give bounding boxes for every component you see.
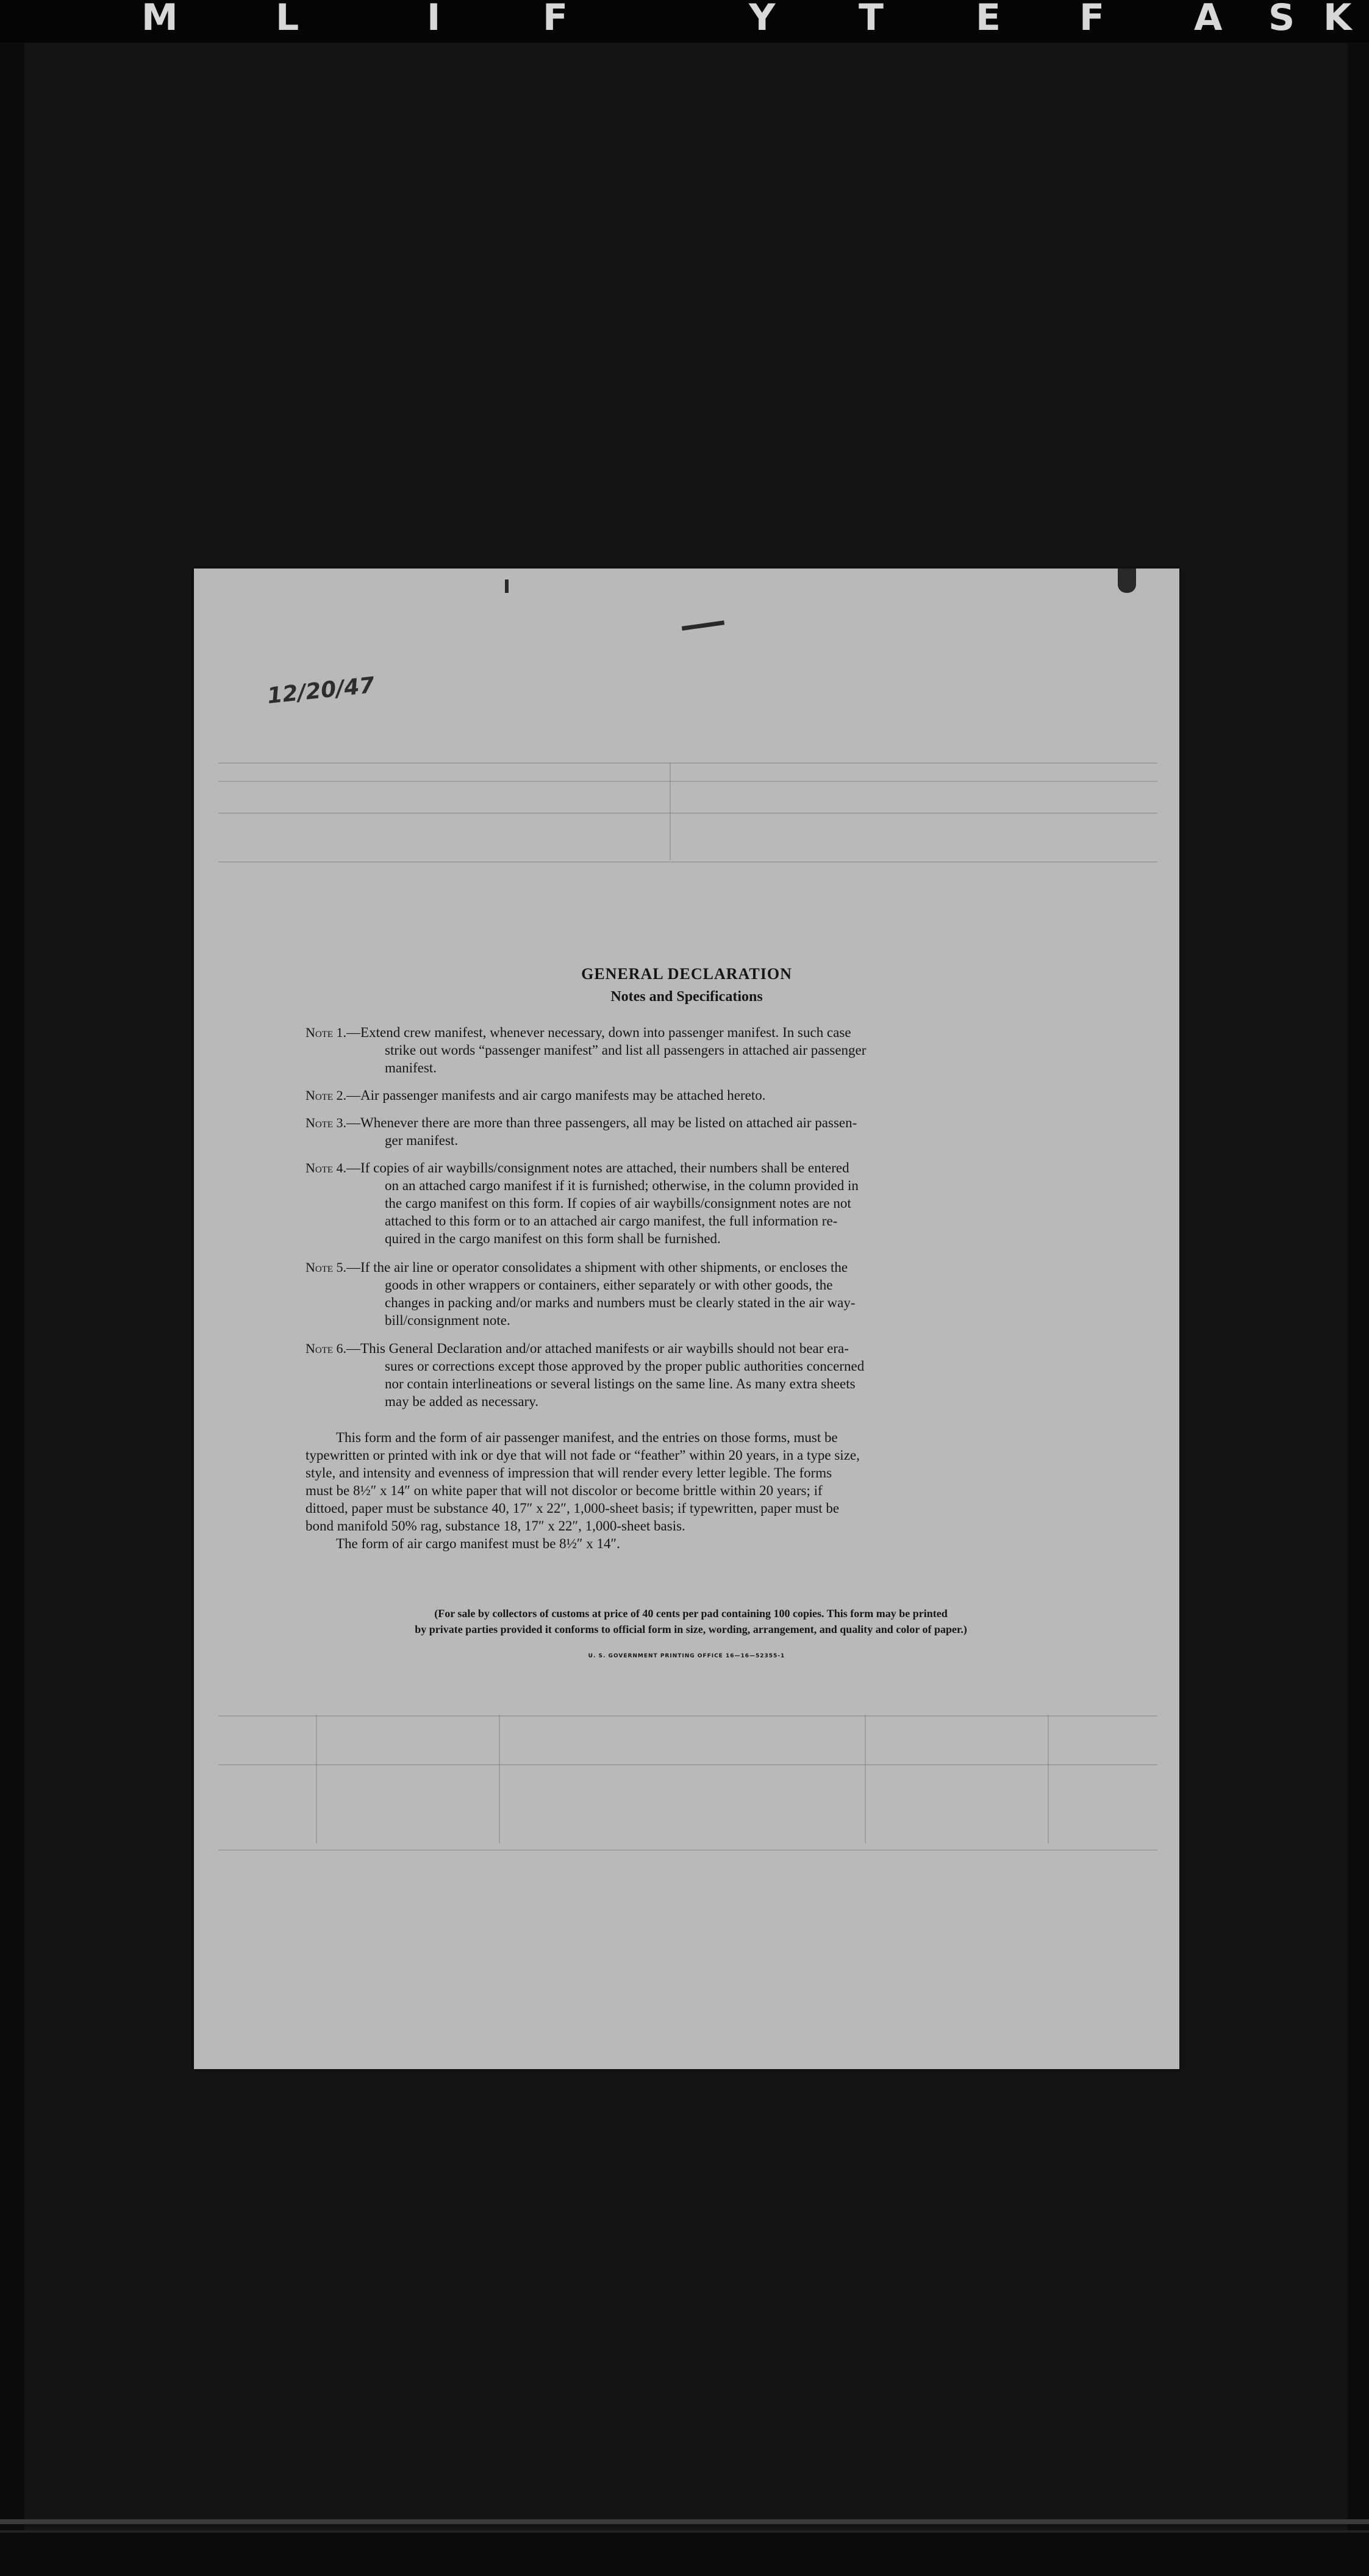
film-edge-letter: A (1194, 0, 1223, 39)
ghost-rule (218, 781, 1157, 782)
note-line: attached to this form or to an attached air cargo manifest, the full information re- (385, 1213, 838, 1229)
film-bottom-edge (0, 2519, 1369, 2524)
note-line: quired in the cargo manifest on this form shall be furnished. (385, 1231, 721, 1246)
note-line: goods in other wrappers or containers, either separately or with other goods, the (385, 1277, 833, 1293)
note-label: Note 1. (306, 1025, 347, 1040)
ghost-rule (865, 1715, 866, 1843)
film-edge-lettering (0, 0, 1369, 43)
ghost-rule (316, 1715, 317, 1843)
film-edge-letter: S (1268, 0, 1295, 39)
film-bottom-edge-secondary (0, 2530, 1369, 2533)
ghost-rule (499, 1715, 500, 1843)
paragraph-line: style, and intensity and evenness of impression that will render every letter legible. The forms (306, 1465, 832, 1480)
ghost-rule (218, 1849, 1157, 1851)
note-line: Whenever there are more than three passengers, all may be listed on attached air passen- (360, 1115, 857, 1130)
note-label: Note 4. (306, 1160, 347, 1175)
film-edge-letter: T (859, 0, 884, 39)
torn-corner (1118, 569, 1136, 593)
note-line: This General Declaration and/or attached manifests or air waybills should not bear era- (360, 1341, 849, 1356)
note-line: nor contain interlineations or several listings on the same line. As many extra sheets (385, 1376, 856, 1391)
note-label: Note 5. (306, 1260, 347, 1275)
ghost-rule (218, 762, 1157, 764)
note-line: changes in packing and/or marks and numbers must be clearly stated in the air way- (385, 1295, 856, 1310)
sale-notice-line: by private parties provided it conforms to official form in size, wording, arrangement, and quality and color of paper.) (415, 1623, 967, 1635)
handwritten-date-mark: 12/20/47 (266, 672, 376, 709)
film-edge-letter: M (141, 0, 178, 39)
page-title: GENERAL DECLARATION (581, 965, 792, 983)
ink-blot (505, 579, 509, 593)
paragraph-line: This form and the form of air passenger manifest, and the entries on those forms, must be (336, 1430, 838, 1445)
paragraph-line: must be 8½″ x 14″ on white paper that will not discolor or become brittle within 20 years; if (306, 1483, 823, 1498)
film-edge-letter: Y (749, 0, 776, 39)
note-line: the cargo manifest on this form. If copies of air waybills/consignment notes are not (385, 1196, 851, 1211)
printer-imprint: U. S. GOVERNMENT PRINTING OFFICE 16—16—52355-1 (588, 1653, 785, 1659)
ghost-rule (218, 1715, 1157, 1717)
ghost-rule (670, 762, 671, 860)
note-line: on an attached cargo manifest if it is furnished; otherwise, in the column provided in (385, 1178, 859, 1193)
film-edge-letter: I (427, 0, 441, 39)
note-line: bill/consignment note. (385, 1313, 510, 1328)
film-edge-letter: K (1323, 0, 1352, 39)
note-line: manifest. (385, 1060, 437, 1075)
ghost-rule (1048, 1715, 1049, 1843)
paragraph-line: typewritten or printed with ink or dye that will not fade or “feather” within 20 years, in a type size, (306, 1448, 860, 1463)
paragraph-line: bond manifold 50% rag, substance 18, 17″ x 22″, 1,000-sheet basis. (306, 1518, 685, 1534)
note-line: Air passenger manifests and air cargo manifests may be attached hereto. (360, 1088, 766, 1103)
note-line: ger manifest. (385, 1133, 459, 1148)
paragraph-line: The form of air cargo manifest must be 8½″ x 14″. (336, 1536, 620, 1551)
ghost-rule (218, 1764, 1157, 1765)
ink-smear (682, 620, 724, 631)
note-line: If the air line or operator consolidates a shipment with other shipments, or encloses the (360, 1260, 848, 1275)
film-edge-letter: F (543, 0, 568, 39)
note-label: Note 6. (306, 1341, 347, 1356)
note-3: Note 3.—Whenever there are more than three passengers, all may be listed on attached air passen- ger manifest. (306, 1114, 1080, 1149)
note-4: Note 4.—If copies of air waybills/consignment notes are attached, their numbers shall be entered on an attached cargo manifest if it is furnished; otherwise, in the column provided in the cargo manifest on this form. If copies of air waybills/consignment notes are not attached to this form or to an attached air cargo manifest, the full information re- quired in the cargo manifest on this form shall be furnished. (306, 1159, 1080, 1247)
note-6: Note 6.—This General Declaration and/or attached manifests or air waybills should not bear era- sures or corrections except those approved by the proper public authorities concerned nor contain interlineations or several listings on the same line. As many extra sheets may be added as necessary. (306, 1340, 1080, 1410)
document-page (194, 569, 1179, 2069)
note-line: Extend crew manifest, whenever necessary, down into passenger manifest. In such case (360, 1025, 851, 1040)
ghost-rule (218, 861, 1157, 863)
note-label: Note 2. (306, 1088, 347, 1103)
page-subtitle: Notes and Specifications (610, 989, 763, 1005)
note-label: Note 3. (306, 1115, 347, 1130)
note-line: may be added as necessary. (385, 1394, 539, 1409)
note-line: strike out words “passenger manifest” and list all passengers in attached air passenger (385, 1042, 867, 1058)
sale-notice (298, 1606, 1084, 1637)
film-edge-letter: L (276, 0, 299, 39)
specifications-paragraph (306, 1429, 1080, 1552)
paragraph-line: dittoed, paper must be substance 40, 17″ x 22″, 1,000-sheet basis; if typewritten, paper must be (306, 1501, 840, 1516)
note-1: Note 1.—Extend crew manifest, whenever necessary, down into passenger manifest. In such case strike out words “passenger manifest” and list all passengers in attached air passenger manifest. (306, 1024, 1080, 1077)
sale-notice-line: (For sale by collectors of customs at price of 40 cents per pad containing 100 copies. This form may be printed (434, 1607, 948, 1620)
note-5: Note 5.—If the air line or operator consolidates a shipment with other shipments, or encloses the goods in other wrappers or containers, either separately or with other goods, the changes in packing and/or marks and numbers must be clearly stated in the air way- bill/consignment note. (306, 1258, 1080, 1329)
note-2: Note 2.—Air passenger manifests and air cargo manifests may be attached hereto. (306, 1088, 766, 1103)
film-edge-letter: E (976, 0, 1001, 39)
ghost-rule (218, 813, 1157, 814)
note-line: sures or corrections except those approved by the proper public authorities concerned (385, 1358, 865, 1374)
film-edge-letter: F (1079, 0, 1104, 39)
note-line: If copies of air waybills/consignment notes are attached, their numbers shall be entered (360, 1160, 849, 1175)
